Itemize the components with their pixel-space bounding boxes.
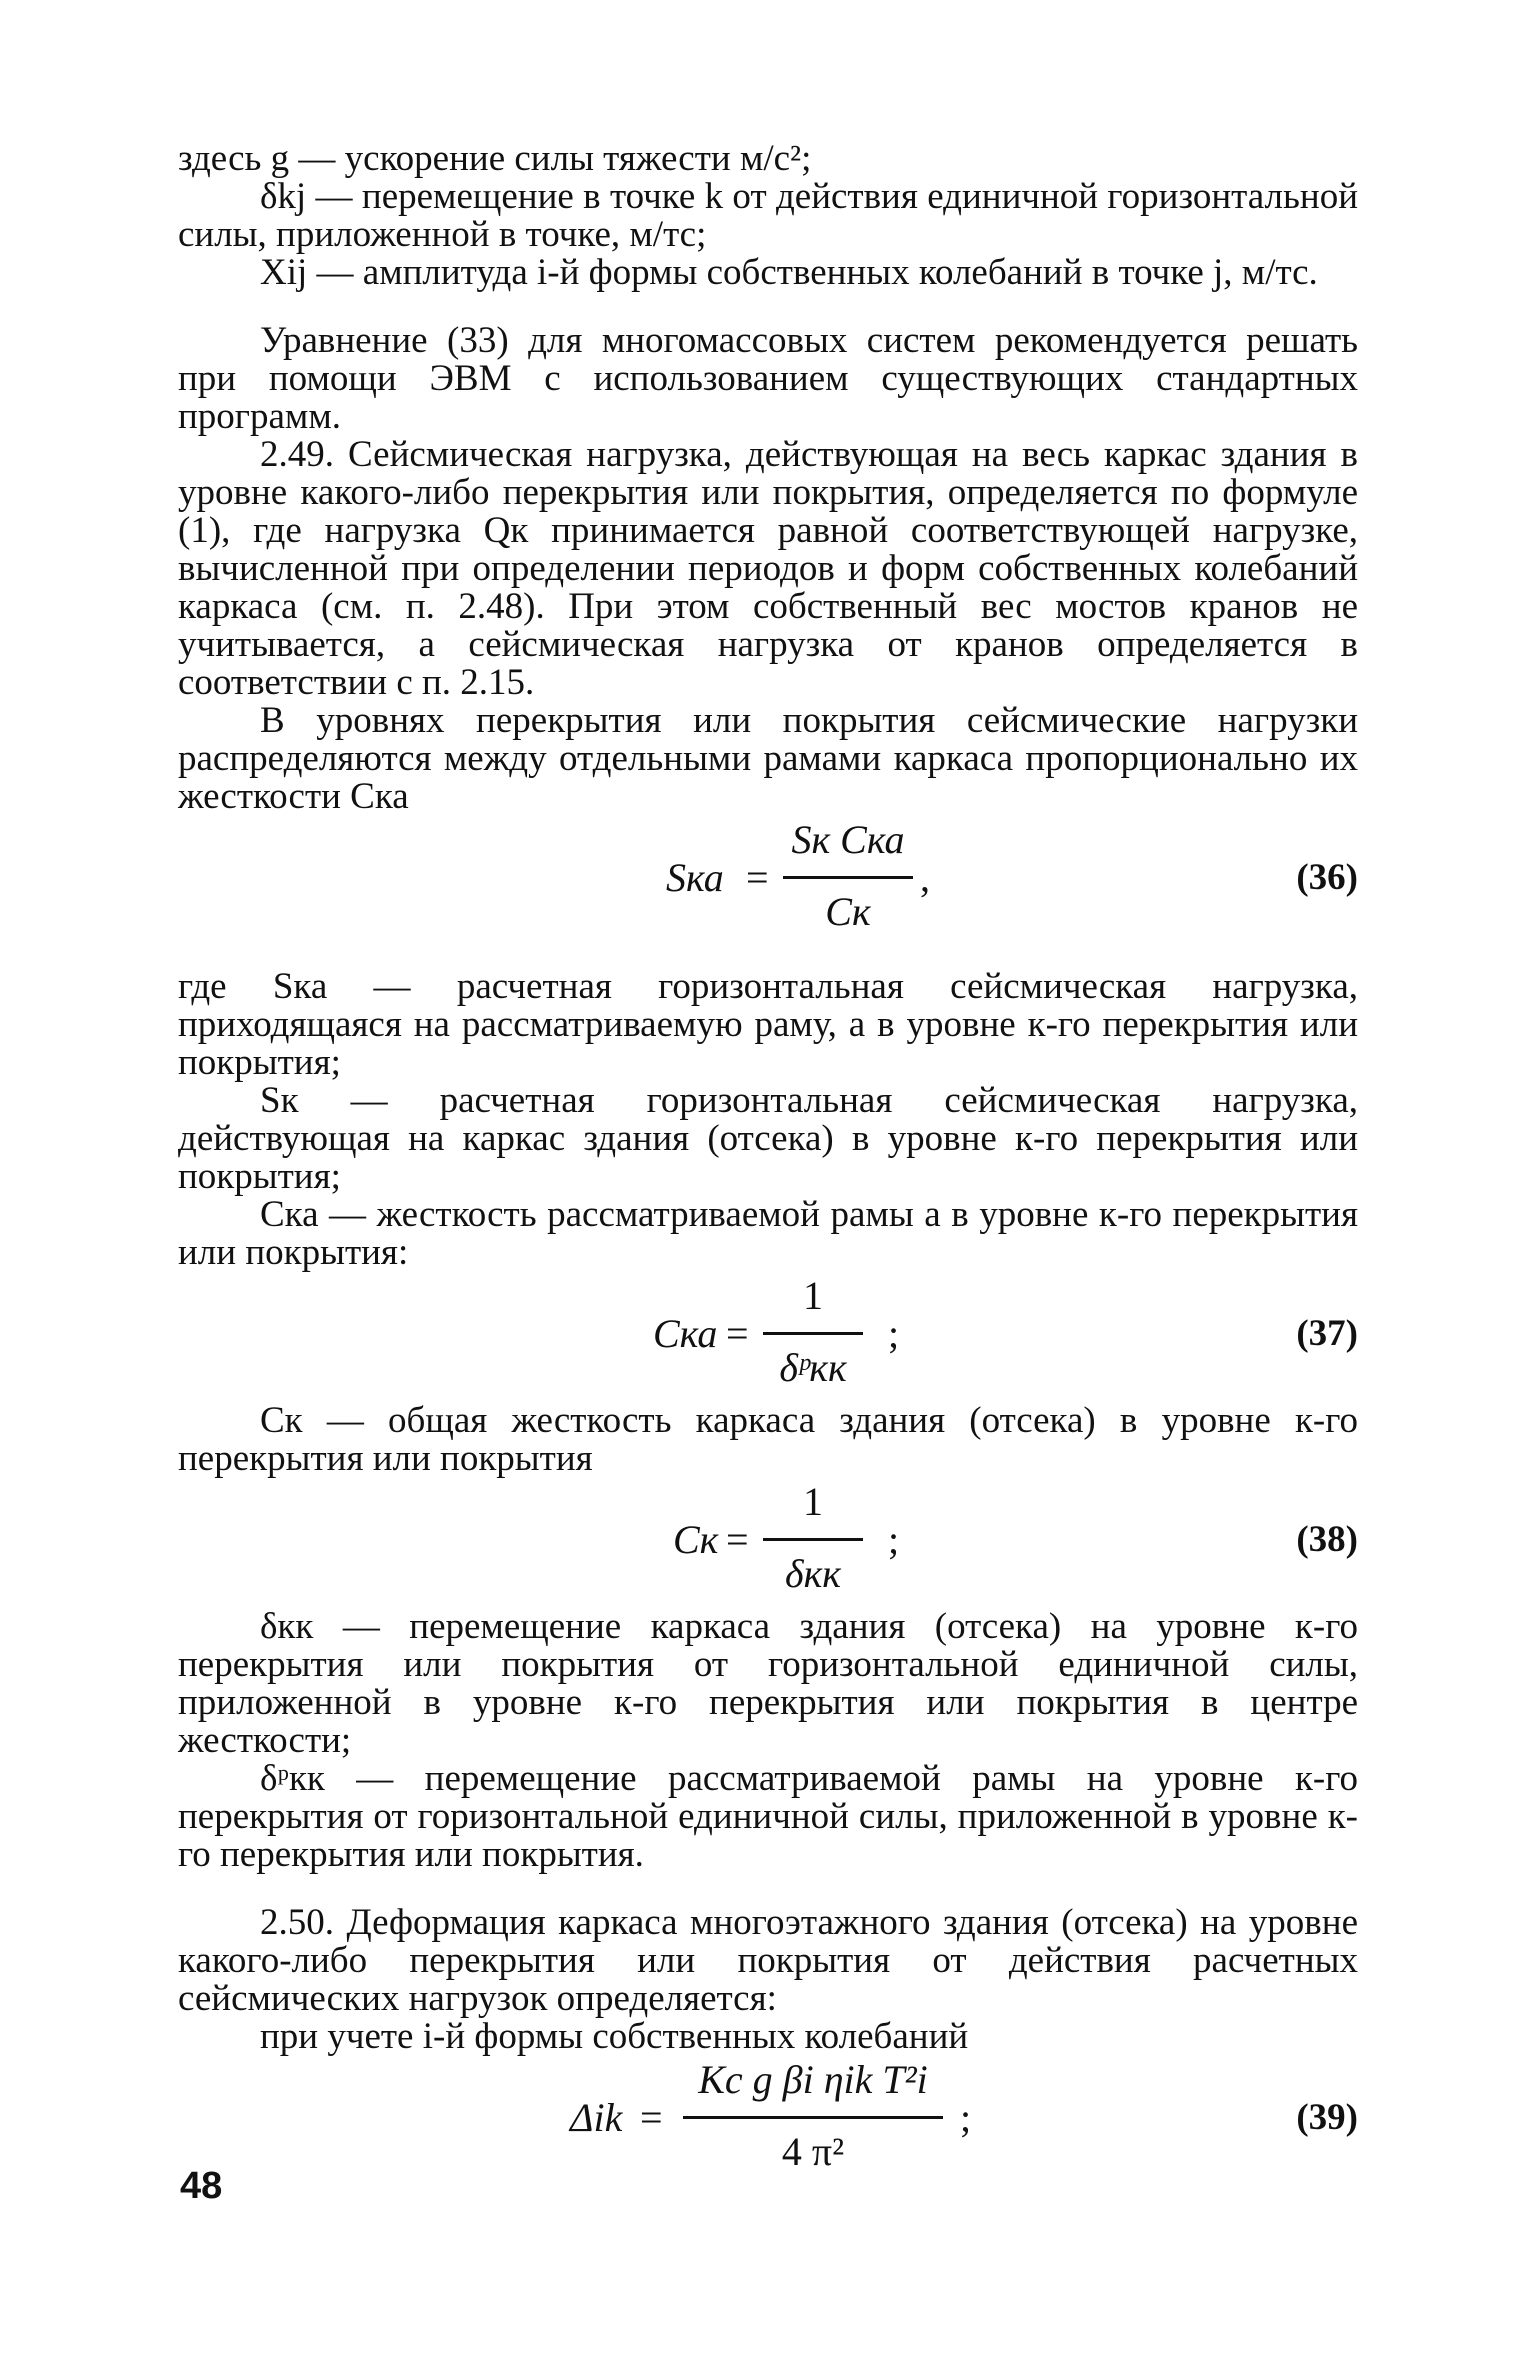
def-delta-kj: δkj — перемещение в точке k от действия единичной горизонтальной силы, приложенной в точке, м/тс; <box>178 176 1358 255</box>
eq38-numerator: 1 <box>803 1479 823 1524</box>
def-sk: Sк — расчетная горизонтальная сейсмическая нагрузка, действующая на каркас здания (отсека) в уровне к-го перекрытия или покрытия; <box>178 1080 1358 1197</box>
paragraph-2-49: 2.49. Сейсмическая нагрузка, действующая на весь каркас здания в уровне какого-либо перекрытия или покрытия, определяется по формуле (1), где нагрузка Qк принимается равной соответствующей нагрузке, вычисленной при определении периодов и форм собственных колебаний каркаса (см. п. 2.48). При этом собственный вес мостов кранов не учитывается, а сейсмическая нагрузка от кранов определяется в соответствии с п. 2.15. <box>178 434 1358 703</box>
eq37-equals: = <box>726 1311 749 1356</box>
paragraph-mode: при учете i-й формы собственных колебаний <box>260 2016 969 2057</box>
eq38-denominator: δкк <box>784 1551 841 1596</box>
def-delta-p-kk: δᵖкк — перемещение рассматриваемой рамы на уровне к-го перекрытия от горизонтальной единичной силы, приложенной в уровне к-го перекрытия или покрытия. <box>178 1758 1358 1875</box>
equation-36 <box>178 816 1358 946</box>
eq38-semicolon: ; <box>888 1517 900 1562</box>
def-delta-kk: δкк — перемещение каркаса здания (отсека) на уровне к-го перекрытия или покрытия от горизонтальной единичной силы, приложенной в уровне к-го перекрытия или покрытия в центре жесткости; <box>178 1606 1358 1761</box>
def-ck: Cк — общая жесткость каркаса здания (отсека) в уровне к-го перекрытия или покрытия <box>178 1400 1358 1479</box>
def-g: здесь g — ускорение силы тяжести м/с²; <box>178 138 812 179</box>
def-cka: Cка — жесткость рассматриваемой рамы a в уровне к-го перекрытия или покрытия: <box>178 1194 1358 1273</box>
equation-37 <box>178 1272 1358 1402</box>
eq39-equals: = <box>640 2095 663 2140</box>
eq36-denominator: Cк <box>825 889 871 934</box>
eq38-equals: = <box>726 1517 749 1562</box>
eq37-numerator: 1 <box>803 1273 823 1318</box>
eq39-denominator: 4 π² <box>781 2129 845 2174</box>
eq39-semicolon: ; <box>960 2095 972 2140</box>
paragraph-levels: В уровнях перекрытия или покрытия сейсмические нагрузки распределяются между отдельными рамами каркаса пропорционально их жесткости Cка <box>178 700 1358 817</box>
eq36-lhs: Sка <box>666 855 724 900</box>
eq39-label: (39) <box>1296 2097 1358 2138</box>
eq37-label: (37) <box>1296 1313 1358 1354</box>
equation-38 <box>178 1478 1358 1608</box>
page-number: 48 <box>180 2165 223 2207</box>
eq39-numerator: Kс g βi ηik T²i <box>698 2057 928 2102</box>
eq36-equals: = <box>746 855 769 900</box>
eq38-label: (38) <box>1296 1519 1358 1560</box>
eq37-semicolon: ; <box>888 1311 900 1356</box>
paragraph-2-50: 2.50. Деформация каркаса многоэтажного здания (отсека) на уровне какого-либо перекрытия или покрытия от действия расчетных сейсмических нагрузок определяется: <box>178 1902 1358 2019</box>
eq36-comma: , <box>920 855 930 900</box>
eq37-denominator: δᵖкк <box>779 1345 847 1390</box>
eq39-fraction-bar <box>683 2116 943 2119</box>
eq36-label: (36) <box>1296 857 1358 898</box>
page-body <box>178 140 1358 2186</box>
eq37-fraction-bar <box>763 1332 863 1335</box>
eq36-numerator: Sк Cка <box>791 817 905 862</box>
def-xij: Xij — амплитуда i-й формы собственных колебаний в точке j, м/тс. <box>260 252 1318 293</box>
eq36-fraction-bar <box>783 876 913 879</box>
eq37-lhs: Cка <box>653 1311 718 1356</box>
def-ska: где Sка — расчетная горизонтальная сейсмическая нагрузка, приходящаяся на рассматриваемую раму, а в уровне к-го перекрытия или покрытия; <box>178 966 1358 1083</box>
paragraph-eq33: Уравнение (33) для многомассовых систем рекомендуется решать при помощи ЭВМ с использованием существующих стандартных программ. <box>178 320 1358 437</box>
equation-39 <box>178 2056 1358 2186</box>
eq38-lhs: Cк <box>673 1517 719 1562</box>
eq39-lhs: Δik <box>570 2095 623 2140</box>
eq38-fraction-bar <box>763 1538 863 1541</box>
